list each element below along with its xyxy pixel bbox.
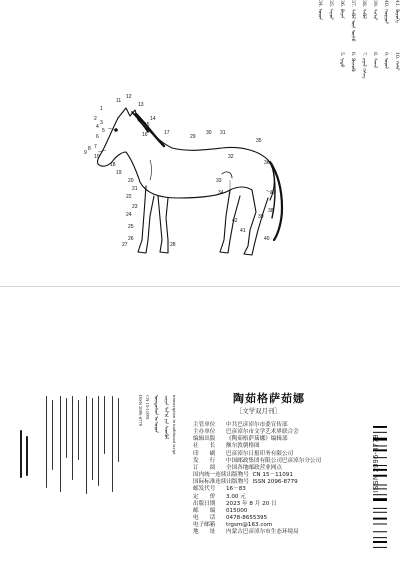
horse-label: 4 <box>96 124 99 130</box>
script-column <box>52 400 53 470</box>
info-value: 《陶茹格萨茹娜》编辑部 <box>226 436 288 443</box>
horse-label: 31 <box>220 130 226 136</box>
caption: 10. ᠬᠠᠮᠠᠷ <box>394 52 399 71</box>
horse-label: 29 <box>190 134 196 140</box>
script-column <box>78 400 79 460</box>
barcode-bar <box>373 494 387 495</box>
horse-captions-left <box>0 52 400 92</box>
horse-label: 34 <box>218 190 224 196</box>
info-label: 邮 编 <box>193 507 216 514</box>
note-line: ᠦᠨᠳᠦᠰᠦᠨ ᠤ ᠤᠷᠤᠨ <box>154 395 159 433</box>
horse-label: 2 <box>94 116 97 122</box>
info-label: 邮发代号 <box>193 486 216 493</box>
script-column <box>86 396 87 494</box>
info-label: 出版日期 <box>193 500 216 507</box>
info-label: 编辑出版 <box>193 436 216 443</box>
info-value: 中共巴彦淖尔市委宣传部 <box>226 422 288 428</box>
caption: 39. ᠰᠢᠭᠡᠷᠢ <box>372 0 377 21</box>
horse-label: 7 <box>94 144 97 150</box>
script-column <box>104 396 105 454</box>
info-value: 015000 <box>226 507 248 514</box>
info-row <box>193 494 321 501</box>
info-value: 全国各地邮政营业网点 <box>226 464 282 471</box>
barcode-bar <box>373 498 387 501</box>
horse-label: 9 <box>84 150 87 156</box>
barcode-bar <box>373 512 387 513</box>
info-row <box>193 443 321 450</box>
note-line: ᠴᠠᠭᠠᠨ ᠰᠠᠷ᠎ᠠ ᠶᠢᠨ ᠰᠡᠳᠬᠦᠯ <box>164 395 169 440</box>
horse-label: 10 <box>94 154 100 160</box>
script-column <box>60 396 61 492</box>
note-line: transcription in traditional script <box>172 395 177 455</box>
horse-label: 8 <box>88 146 91 152</box>
info-value: 中国邮政集团有限公司巴彦淖尔分公司 <box>226 457 322 464</box>
horse-label: 40 <box>264 236 270 242</box>
note-line: CN 15-11091 <box>145 395 150 420</box>
barcode-bar <box>373 541 387 543</box>
horse-label: 37 <box>270 190 276 196</box>
caption: 9. ᠤᠷᠤᠯ <box>383 52 388 69</box>
horse-label: 20 <box>128 178 134 184</box>
horse-label: 28 <box>170 242 176 248</box>
horse-label: 1 <box>100 106 103 112</box>
horse-label: 35 <box>256 138 262 144</box>
horse-captions-right <box>0 0 400 52</box>
barcode-bar <box>373 524 387 525</box>
horse-label: 38 <box>268 208 274 214</box>
script-column <box>46 396 47 488</box>
horse-label: 30 <box>206 130 212 136</box>
horse-label: 17 <box>164 130 170 136</box>
horse-label: 24 <box>126 212 132 218</box>
info-value: 巴彦淖尔市文学艺术界联合会 <box>226 429 299 436</box>
info-value: ISSN 2096-8779 <box>252 479 298 486</box>
info-label: 订 阅 <box>193 464 216 471</box>
horse-label: 26 <box>128 236 134 242</box>
barcode-bar <box>373 432 387 433</box>
script-column <box>112 396 113 492</box>
barcode-bar <box>373 518 387 520</box>
horse-label: 42 <box>232 218 238 224</box>
info-label: 印 刷 <box>193 450 216 457</box>
info-value: 巴彦淖尔日报印务有限公司 <box>226 450 294 457</box>
script-column <box>66 398 67 458</box>
script-column <box>26 436 28 476</box>
caption: 38. ᠰᠡᠭᠦᠯ <box>361 0 366 19</box>
caption: 8. ᠰᠠᠬᠠᠯ <box>372 52 377 68</box>
info-value: CN 15－11091 <box>252 472 293 479</box>
info-label: 电子邮箱 <box>193 522 216 529</box>
caption: 41. ᠬᠦᠷᠦᠭᠡ <box>394 0 399 23</box>
caption: 35. ᠠᠭᠤᠷ <box>328 0 333 20</box>
horse-label: 25 <box>128 224 134 230</box>
info-row <box>193 458 321 465</box>
script-column <box>92 398 93 480</box>
horse-label: 27 <box>122 242 128 248</box>
info-row <box>193 501 321 508</box>
info-row <box>193 451 321 458</box>
horse-label: 18 <box>110 162 116 168</box>
caption: 37. ᠰᠡᠭᠦᠯ ᠦᠨ ᠦᠰᠦ <box>350 0 355 42</box>
info-value: 0478-8655395 <box>226 515 268 522</box>
info-label: 主办单位 <box>193 429 216 436</box>
barcode-bar <box>373 531 387 532</box>
barcode-bar <box>373 547 387 548</box>
script-column <box>72 396 73 480</box>
script-column <box>98 396 99 486</box>
info-value: 2023 年 8 月 20 日 <box>226 500 277 507</box>
barcode-bar <box>373 537 387 538</box>
info-label: 发 行 <box>193 457 216 464</box>
info-label: 地 址 <box>193 529 216 536</box>
horse-label: 41 <box>240 228 246 234</box>
caption: 7. ᠵᠠᠭᠠᠯ ᠬᠡᠰᠡᠭ <box>361 52 366 79</box>
caption: 5. ᠨᠢᠳᠦ <box>339 52 344 68</box>
caption: 34. ᠤᠷᠤᠨ <box>317 0 322 20</box>
script-column <box>20 430 22 478</box>
script-column <box>118 398 119 462</box>
info-value: 16－83 <box>226 486 246 493</box>
horse-label: 32 <box>228 154 234 160</box>
horse-label: 19 <box>116 170 122 176</box>
horse-label: 14 <box>150 116 156 122</box>
info-label: 电 话 <box>193 515 216 522</box>
horse-label: 6 <box>96 134 99 140</box>
caption: 40. ᠬᠤᠷᠭᠤᠢ <box>383 0 388 25</box>
barcode-bar <box>373 426 387 428</box>
info-label: 社 长 <box>193 443 216 450</box>
horse-label: 13 <box>138 102 144 108</box>
horse-label: 12 <box>126 94 132 100</box>
horse-label: 15 <box>144 122 150 128</box>
magazine-title: 陶茹格萨茹娜 <box>233 392 305 405</box>
horse-anatomy-diagram <box>80 90 295 270</box>
info-label: 国内统一连续出版物号 <box>193 472 249 479</box>
info-row <box>193 508 321 515</box>
caption: 36. ᠪᠠᠭᠠᠨ <box>339 0 344 19</box>
fold-line <box>0 286 400 287</box>
info-value: 额尔敦朝格图 <box>226 443 260 450</box>
horse-label: 39 <box>258 214 264 220</box>
caption: 6. ᠬᠦᠵᠦᠭᠦ <box>350 52 355 72</box>
info-label: 主管单位 <box>193 422 216 428</box>
horse-label: 11 <box>116 98 122 104</box>
magazine-subtitle: ［文学双月刊］ <box>236 407 281 415</box>
back-notes <box>138 395 177 473</box>
horse-label: 22 <box>126 194 132 200</box>
horse-label: 5 <box>102 128 105 134</box>
horse-label: 23 <box>132 204 138 210</box>
info-label: 国际标准连续出版物号 <box>193 479 249 486</box>
horse-label: 33 <box>216 178 222 184</box>
info-label: 定 价 <box>193 493 216 500</box>
note-line: ISSN 2096-8779 <box>138 395 143 427</box>
info-row <box>193 529 321 536</box>
horse-label: 16 <box>142 132 148 138</box>
barcode-issn-text: ISSN 2096-8779 <box>373 434 380 493</box>
horse-label: 36 <box>264 160 270 166</box>
publication-info <box>193 422 321 537</box>
info-value: 内蒙古巴彦淖尔市生态环境局 <box>226 529 299 536</box>
barcode-bar <box>373 508 387 509</box>
horse-label: 3 <box>100 120 103 126</box>
horse-label: 21 <box>132 186 138 192</box>
info-row <box>193 486 321 493</box>
info-value: trgsm@163.com <box>226 522 273 529</box>
info-value: 3.00 元 <box>226 493 246 500</box>
